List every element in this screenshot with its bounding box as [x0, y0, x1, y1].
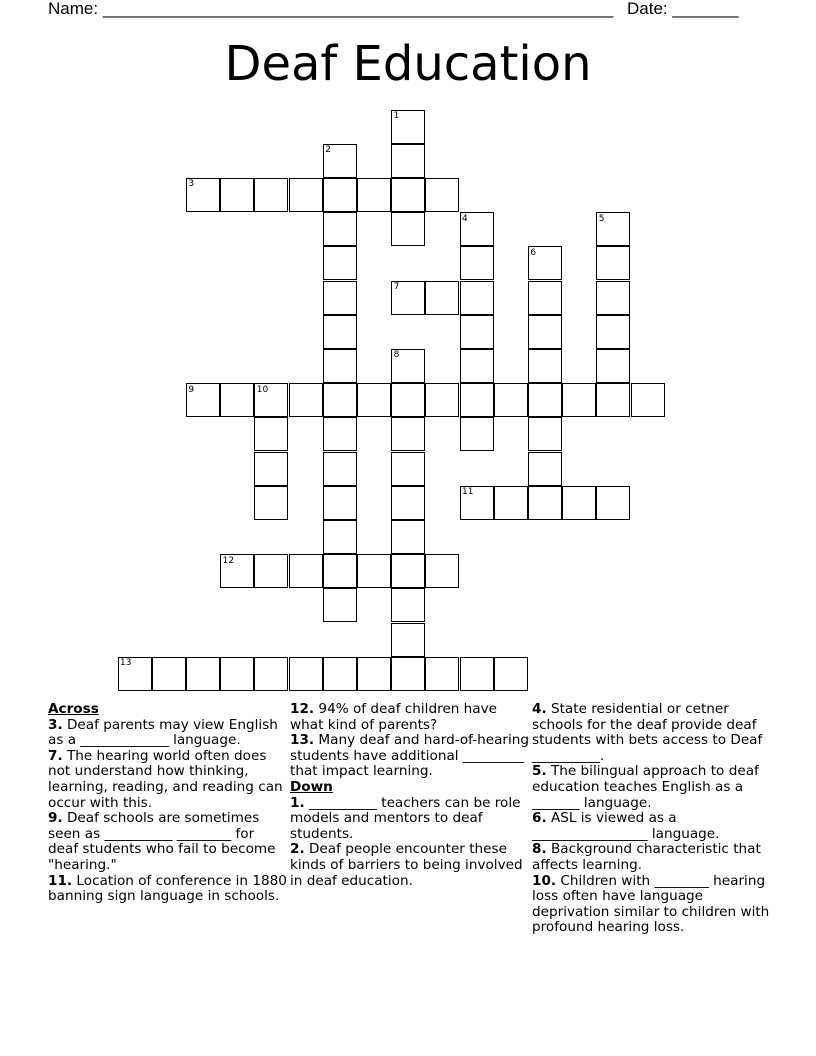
- grid-cell[interactable]: [494, 657, 528, 691]
- grid-cell[interactable]: [596, 246, 630, 280]
- clue-number-label: 8: [393, 350, 400, 361]
- clue-number: 11.: [48, 872, 73, 889]
- grid-cell[interactable]: [528, 417, 562, 451]
- grid-cell[interactable]: [460, 281, 494, 315]
- grid-cell[interactable]: [357, 178, 391, 212]
- clues-column-3: [532, 702, 772, 936]
- clue-number: 4.: [532, 701, 547, 717]
- clue-item: [290, 842, 530, 889]
- grid-cell[interactable]: [357, 383, 391, 417]
- down-heading: Down: [290, 778, 333, 795]
- grid-cell[interactable]: [460, 315, 494, 349]
- grid-cell[interactable]: [254, 417, 288, 451]
- clue-item: [532, 874, 772, 936]
- clue-text: State residential or cetner schools for the deaf provide deaf students with bets access to Deaf __________.: [532, 701, 763, 764]
- clue-number: 6.: [532, 810, 547, 827]
- grid-cell[interactable]: [391, 417, 425, 451]
- clue-text: The hearing world often does not understand how thinking, learning, reading, and reading can occur with this.: [48, 747, 283, 811]
- grid-cell[interactable]: [289, 657, 323, 691]
- grid-cell[interactable]: [220, 657, 254, 691]
- clue-item: [48, 749, 288, 811]
- grid-cell[interactable]: [391, 178, 425, 212]
- grid-cell[interactable]: [528, 452, 562, 486]
- clue-item: [532, 842, 772, 873]
- clue-number-label: 11: [462, 487, 474, 498]
- grid-cell[interactable]: [391, 554, 425, 588]
- grid-cell[interactable]: [494, 486, 528, 520]
- grid-cell[interactable]: [289, 554, 323, 588]
- grid-cell[interactable]: [391, 486, 425, 520]
- clue-item: [532, 702, 772, 764]
- grid-cell[interactable]: [323, 417, 357, 451]
- grid-cell[interactable]: [254, 554, 288, 588]
- clue-text: Deaf parents may view English as a _____________ language.: [48, 716, 278, 749]
- grid-cell[interactable]: [323, 452, 357, 486]
- clue-number: 7.: [48, 747, 63, 764]
- grid-cell[interactable]: [460, 349, 494, 383]
- grid-cell[interactable]: [460, 417, 494, 451]
- grid-cell[interactable]: [220, 178, 254, 212]
- grid-cell[interactable]: [323, 554, 357, 588]
- clue-text: Many deaf and hard-of-hearing students have additional _________ that impact learning.: [290, 732, 530, 780]
- grid-cell[interactable]: [391, 452, 425, 486]
- clue-number-label: 1: [393, 111, 400, 121]
- grid-cell[interactable]: [323, 349, 357, 383]
- grid-cell[interactable]: [425, 281, 459, 315]
- clue-number-label: 13: [120, 658, 132, 669]
- grid-cell[interactable]: [528, 281, 562, 315]
- clue-text: 94% of deaf children have what kind of parents?: [290, 701, 498, 733]
- date-field[interactable]: Date: _______: [627, 0, 739, 18]
- grid-cell[interactable]: [596, 383, 630, 417]
- grid-cell[interactable]: [323, 246, 357, 280]
- clue-number-label: 12: [222, 555, 235, 566]
- clue-number-label: 10: [256, 384, 269, 395]
- clue-number-label: 6: [530, 247, 537, 258]
- clue-item: [48, 718, 288, 749]
- clues-column-2: [290, 702, 530, 889]
- grid-cell[interactable]: [186, 657, 220, 691]
- grid-cell[interactable]: [528, 486, 562, 520]
- grid-cell[interactable]: [323, 588, 357, 622]
- clue-item: [532, 811, 772, 842]
- grid-cell[interactable]: [562, 486, 596, 520]
- clue-number-label: 3: [188, 179, 195, 190]
- grid-cell[interactable]: [494, 383, 528, 417]
- clue-item: [48, 811, 288, 873]
- grid-cell[interactable]: [220, 383, 254, 417]
- clue-number: 2.: [290, 841, 305, 858]
- grid-cell[interactable]: [391, 212, 425, 246]
- clue-text: Deaf people encounter these kinds of barriers to being involved in deaf education.: [290, 841, 523, 889]
- grid-cell[interactable]: [254, 486, 288, 520]
- clue-text: Location of conference in 1880 banning sign language in schools.: [48, 872, 287, 905]
- across-heading: Across: [48, 701, 99, 717]
- grid-cell[interactable]: [357, 657, 391, 691]
- name-field[interactable]: Name: ______________________________________________________: [48, 0, 614, 18]
- clue-number: 10.: [532, 872, 557, 889]
- grid-cell[interactable]: [528, 383, 562, 417]
- clue-text: Background characteristic that affects learning.: [532, 841, 761, 873]
- grid-cell[interactable]: [323, 657, 357, 691]
- grid-cell[interactable]: [289, 383, 323, 417]
- clue-number-label: 2: [325, 145, 331, 156]
- grid-cell[interactable]: [596, 281, 630, 315]
- across-clue-list: [48, 718, 288, 905]
- grid-cell[interactable]: [596, 315, 630, 349]
- grid-cell[interactable]: [323, 212, 357, 246]
- grid-cell[interactable]: [460, 657, 494, 691]
- down-clue-list-cont: [532, 702, 772, 936]
- clue-text: The bilingual approach to deaf education teaches English as a _______ language.: [532, 763, 759, 811]
- clue-text: __________ teachers can be role models and mentors to deaf students.: [290, 794, 521, 842]
- clue-number: 12.: [290, 701, 315, 717]
- grid-cell[interactable]: [391, 588, 425, 622]
- clue-number-label: 9: [188, 384, 195, 395]
- grid-cell[interactable]: [425, 657, 459, 691]
- clue-item: [290, 796, 530, 843]
- grid-cell[interactable]: [596, 486, 630, 520]
- grid-cell[interactable]: [425, 178, 459, 212]
- clue-item: [290, 702, 530, 733]
- down-clue-list: [290, 796, 530, 890]
- clue-number: 5.: [532, 763, 547, 780]
- clue-number: 8.: [532, 841, 547, 858]
- clue-item: [532, 764, 772, 811]
- clues-column-1: [48, 702, 288, 905]
- grid-cell[interactable]: [254, 657, 288, 691]
- clue-number: 13.: [290, 732, 315, 749]
- clue-number-label: 4: [462, 213, 468, 224]
- grid-cell[interactable]: [254, 178, 288, 212]
- grid-cell[interactable]: [528, 315, 562, 349]
- across-clue-list-cont: [290, 702, 530, 780]
- grid-cell[interactable]: [425, 554, 459, 588]
- grid-cell[interactable]: [460, 246, 494, 280]
- grid-cell[interactable]: [323, 383, 357, 417]
- clue-number: 1.: [290, 794, 305, 811]
- grid-cell[interactable]: [425, 383, 459, 417]
- grid-cell[interactable]: [323, 178, 357, 212]
- grid-cell[interactable]: [631, 383, 665, 417]
- clue-number-label: 7: [393, 282, 400, 292]
- grid-cell[interactable]: [323, 281, 357, 315]
- clue-text: ASL is viewed as a _________________ language.: [532, 810, 720, 842]
- grid-cell[interactable]: [391, 623, 425, 657]
- clue-item: [48, 874, 288, 905]
- grid-cell[interactable]: [596, 349, 630, 383]
- grid-cell[interactable]: [357, 554, 391, 588]
- grid-cell[interactable]: [391, 520, 425, 554]
- clue-number-label: 5: [598, 213, 605, 224]
- grid-cell[interactable]: [528, 349, 562, 383]
- grid-cell[interactable]: [152, 657, 186, 691]
- grid-cell[interactable]: [460, 383, 494, 417]
- clue-number: 3.: [48, 716, 63, 733]
- clue-text: Deaf schools are sometimes seen as __________ ________ for deaf students who fail to become "hearing.": [48, 810, 276, 873]
- page-title: Deaf Education: [224, 36, 592, 92]
- grid-cell[interactable]: [391, 657, 425, 691]
- grid-cell[interactable]: [323, 315, 357, 349]
- grid-cell[interactable]: [391, 144, 425, 178]
- grid-cell[interactable]: [289, 178, 323, 212]
- grid-cell[interactable]: [323, 486, 357, 520]
- clue-number: 9.: [48, 810, 63, 827]
- grid-cell[interactable]: [254, 452, 288, 486]
- clue-text: Children with ________ hearing loss often have language deprivation similar to children with profound hearing loss.: [532, 872, 770, 936]
- grid-cell[interactable]: [323, 520, 357, 554]
- grid-cell[interactable]: [562, 383, 596, 417]
- grid-cell[interactable]: [391, 383, 425, 417]
- clue-item: [290, 733, 530, 780]
